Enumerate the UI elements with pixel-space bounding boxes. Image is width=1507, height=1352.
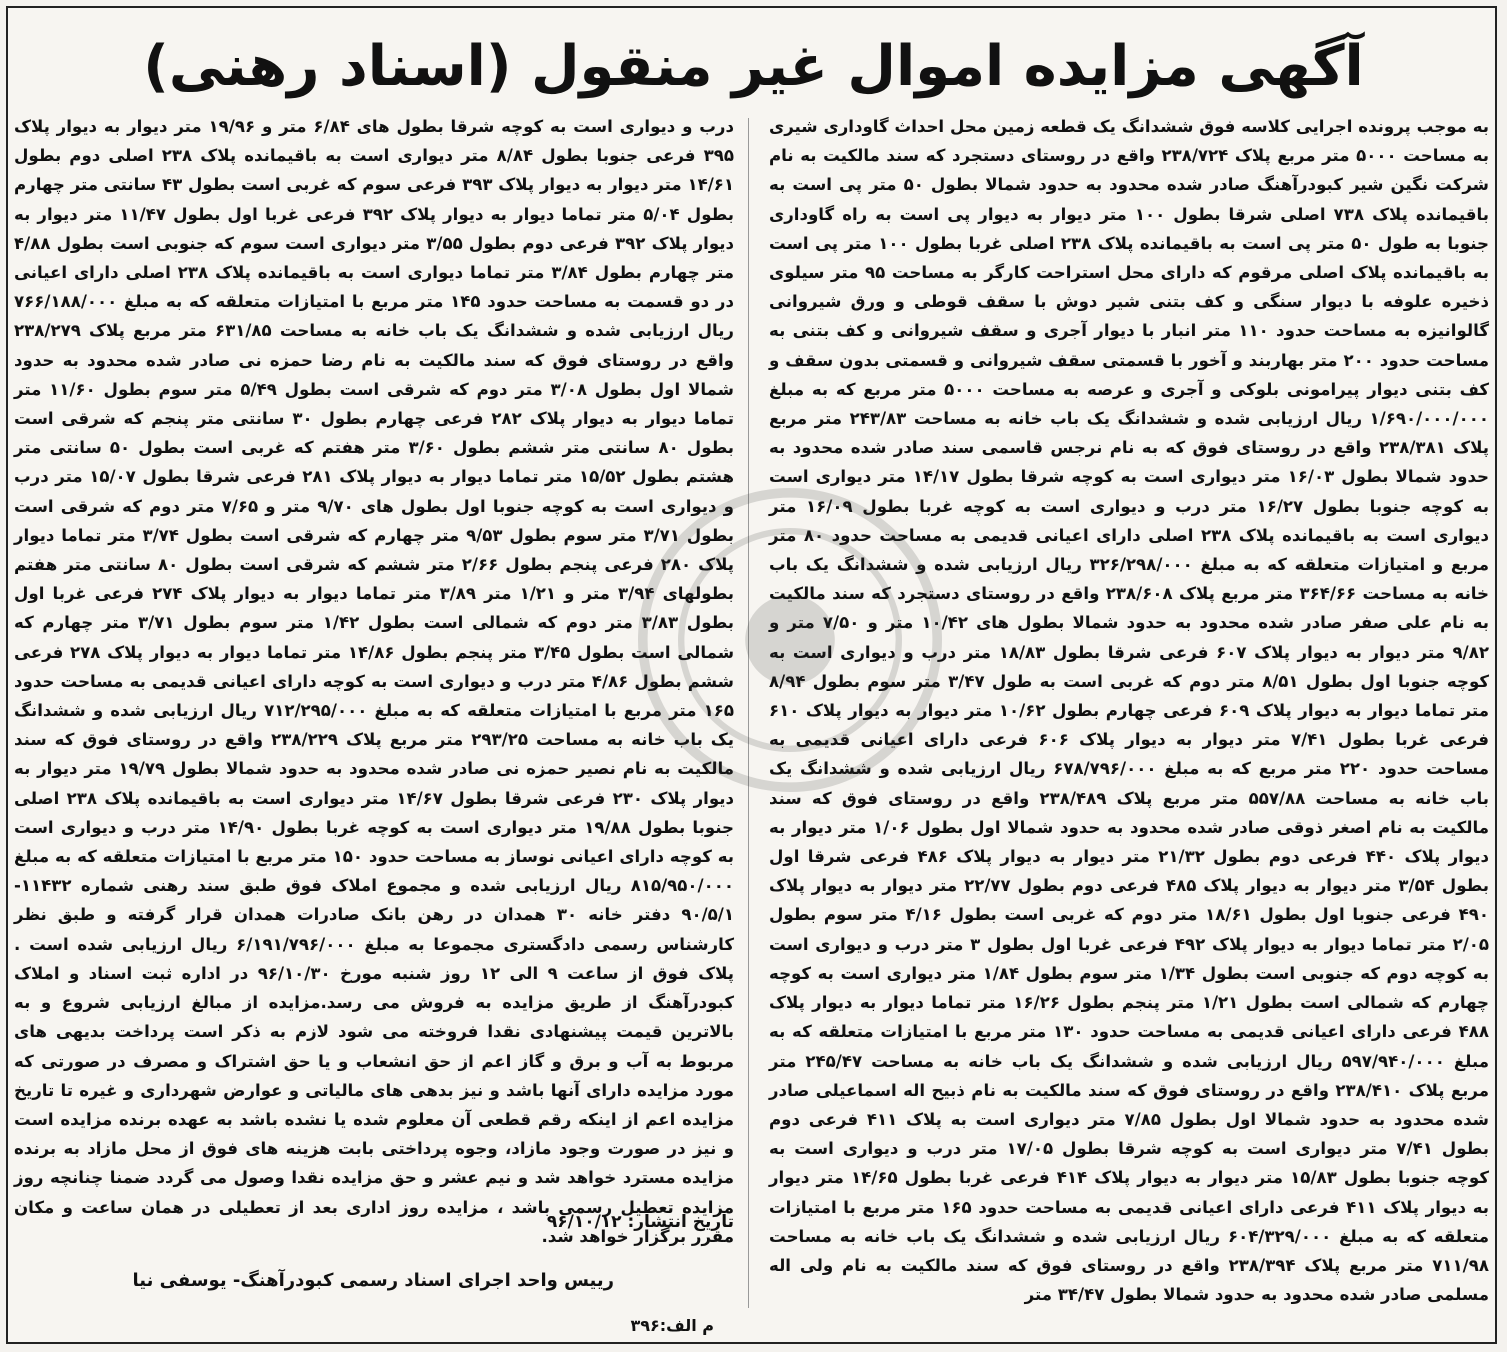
signature-line: رییس واحد اجرای اسناد رسمی کبودرآهنگ- یوسفی نیا (132, 1270, 614, 1291)
notice-title: آگهی مزایده اموال غیر منقول (اسناد رهنی) (143, 34, 1364, 99)
column-divider (748, 118, 749, 1308)
publication-date: تاریخ انتشار: ۹۶/۱۰/۱۲ (546, 1212, 734, 1232)
reference-code: م الف:۳۹۶ (630, 1316, 714, 1335)
left-column-text: درب و دیواری است به کوچه شرقا بطول های ۶/۸۴ متر و ۱۹/۹۶ متر دیوار به دیوار پلاک ۳۹۵ فرعی جنوبا بطول ۸/۸۴ متر دیواری است به باقیمانده پلاک ۲۳۸ اصلی دوم بطول ۱۴/۶۱ متر دیوار به دیوار پلاک ۳۹۳ فرعی سوم که غربی است بطول ۴۳ سانتی متر چهارم بطول ۵/۰۴ متر تماما دیوار به دیوار پلاک ۳۹۲ فرعی غربا اول بطول ۱۱/۴۷ متر دیوار به دیوار پلاک ۳۹۲ فرعی دوم بطول ۳/۵۵ متر دیواری است سوم که جنوبی است بطول ۴/۸۸ متر چهارم بطول ۳/۸۴ متر تماما دیواری است به باقیمانده پلاک ۲۳۸ اصلی دارای اعیانی در دو قسمت به مساحت حدود ۱۴۵ متر مربع با امتیازات متعلقه که به مبلغ ۷۶۶/۱۸۸/۰۰۰ ریال ارزیابی شده و ششدانگ یک باب خانه به مساحت ۶۳۱/۸۵ متر مربع پلاک ۲۳۸/۲۷۹ واقع در روستای فوق که سند مالکیت به نام رضا حمزه نی صادر شده محدود به حدود شمالا اول بطول ۳/۰۸ متر دوم که شرقی است بطول ۵/۴۹ متر سوم بطول ۱۱/۶۰ متر تماما دیوار به دیوار پلاک ۲۸۲ فرعی چهارم بطول ۳۰ سانتی متر پنجم که شرقی است بطول ۸۰ سانتی متر ششم بطول ۳/۶۰ متر هفتم که غربی است بطول ۵۰ سانتی متر هشتم بطول ۱۵/۵۲ متر تماما دیوار به دیوار پلاک ۲۸۱ فرعی شرقا بطول ۱۵/۰۷ متر درب و دیواری است به کوچه جنوبا اول بطول های ۹/۷۰ متر و ۷/۶۵ متر دوم که شرقی است بطول ۳/۷۱ متر سوم بطول ۹/۵۳ متر چهارم که شرقی است بطول ۳/۷۴ متر تماما دیوار پلاک ۲۸۰ فرعی پنجم بطول ۲/۶۶ متر ششم که شرقی است بطول ۸۰ سانتی متر هفتم بطولهای ۳/۹۴ متر و ۱/۲۱ متر ۳/۸۹ متر تماما دیوار به دیوار پلاک ۲۷۴ فرعی غربا اول بطول ۳/۸۳ متر دوم که شمالی است بطول ۱/۴۲ متر سوم بطول ۳/۷۱ متر چهارم که شمالی است بطول ۳/۴۵ متر پنجم بطول ۱۴/۸۶ متر تماما دیوار به دیوار پلاک ۲۷۸ فرعی ششم بطول ۴/۸۶ متر درب و دیواری است به کوچه دارای اعیانی قدیمی به مساحت حدود ۱۶۵ متر مربع با امتیازات متعلقه که به مبلغ ۷۱۲/۲۹۵/۰۰۰ ریال ارزیابی شده و ششدانگ یک باب خانه به مساحت ۲۹۳/۲۵ متر مربع پلاک ۲۳۸/۲۲۹ واقع در روستای فوق که سند مالکیت به نام نصیر حمزه نی صادر شده محدود به حدود شمالا بطول ۱۹/۷۹ متر دیوار به دیوار پلاک ۲۳۰ فرعی شرقا بطول ۱۴/۶۷ متر دیواری است به باقیمانده پلاک ۲۳۸ اصلی جنوبا بطول ۱۹/۸۸ متر دیواری است به کوچه غربا بطول ۱۴/۹۰ متر درب و دیواری است به کوچه دارای اعیانی نوساز به مساحت حدود ۱۵۰ متر مربع با امتیازات متعلقه که به مبلغ ۸۱۵/۹۵۰/۰۰۰ ریال ارزیابی شده و مجموع املاک فوق طبق سند رهنی شماره ۱۱۴۳۲- ۹۰/۵/۱ دفتر خانه ۳۰ همدان در رهن بانک صادرات همدان قرار گرفته و طبق نظر کارشناس رسمی دادگستری مجموعا به مبلغ ۶/۱۹۱/۷۹۶/۰۰۰ ریال ارزیابی شده است . پلاک فوق از ساعت ۹ الی ۱۲ روز شنبه مورخ ۹۶/۱۰/۳۰ در اداره ثبت اسناد و املاک کبودرآهنگ از طریق مزایده به فروش می رسد.مزایده از مبالغ ارزیابی شروع و به بالاترین قیمت پیشنهادی نقدا فروخته می شود لازم به ذکر است پرداخت بدیهی های مربوط به آب و برق و گاز اعم از حق انشعاب و یا حق اشتراک و مصرف در صورتی که مورد مزایده دارای آنها باشد و نیز بدهی های مالیاتی و عوارض شهرداری و غیره تا تاریخ مزایده اعم از اینکه رقم قطعی آن معلوم شده یا نشده باشد به عهده برنده مزایده است و نیز در صورت وجود مازاد، وجوه پرداختی بابت هزینه های فوق از محل مازاد به برنده مزایده مسترد خواهد شد و نیم عشر و حق مزایده نقدا وصول می گردد ضمنا چنانچه روز مزایده تعطیل رسمی باشد ، مزایده روز اداری بعد از تعطیلی در همان ساعت و مکان مقرر برگزار خواهد شد. (14, 117, 735, 1246)
right-column-text: به موجب پرونده اجرایی کلاسه فوق ششدانگ یک قطعه زمین محل احداث گاوداری شیری به مساحت ۵۰۰۰ متر مربع پلاک ۲۳۸/۷۲۴ واقع در روستای دستجرد که سند مالکیت به نام شرکت نگین شیر کبودرآهنگ صادر شده محدود به حدود شمالا بطول ۵۰ متر پی است به باقیمانده پلاک ۷۳۸ اصلی شرقا بطول ۱۰۰ متر دیوار به دیوار پی است به راه گاوداری جنوبا به طول ۵۰ متر پی است به باقیمانده پلاک ۲۳۸ اصلی غربا بطول ۱۰۰ متر پی است به باقیمانده پلاک اصلی مرقوم که دارای محل استراحت کارگر به مساحت ۹۵ متر سیلوی ذخیره علوفه با دیوار سنگی و کف بتنی شیر دوش با سقف قوطی و ورق شیروانی گالوانیزه به مساحت حدود ۱۱۰ متر انبار با دیوار آجری و سقف شیروانی و کف بتنی به مساحت حدود ۲۰۰ متر بهاربند و آخور با قسمتی سقف شیروانی و قسمتی بدون سقف و کف بتنی دیوار پیرامونی بلوکی و آجری و عرصه به مساحت ۵۰۰۰ متر مربع که به مبلغ ۱/۶۹۰/۰۰۰/۰۰۰ ریال ارزیابی شده و ششدانگ یک باب خانه به مساحت ۲۴۳/۸۳ متر مربع پلاک ۲۳۸/۳۸۱ واقع در روستای فوق که به نام نرجس قاسمی سند صادر شده محدود به حدود شمالا بطول ۱۶/۰۳ متر دیواری است به کوچه شرقا بطول ۱۴/۱۷ متر دیواری است به کوچه جنوبا بطول ۱۶/۲۷ متر درب و دیواری است به کوچه غربا بطول ۱۶/۰۹ متر دیواری است به باقیمانده پلاک ۲۳۸ اصلی دارای اعیانی قدیمی به مساحت حدود ۸۰ متر مربع و امتیازات متعلقه که به مبلغ ۳۲۶/۲۹۸/۰۰۰ ریال ارزیابی شده و ششدانگ یک باب خانه به مساحت ۳۶۴/۶۶ متر مربع پلاک ۲۳۸/۶۰۸ واقع در روستای دستجرد که سند مالکیت به نام علی صفر صادر شده محدود به حدود شمالا بطول های ۱۰/۴۲ متر و ۷/۵۰ متر و ۹/۸۲ متر دیوار به دیوار پلاک ۶۰۷ فرعی شرقا بطول ۱۸/۸۳ متر درب و دیواری است به کوچه جنوبا اول بطول ۸/۵۱ متر دوم که غربی است به طول ۳/۴۷ متر سوم بطول ۸/۹۴ متر تماما دیوار به دیوار پلاک ۶۰۹ فرعی چهارم بطول ۱۰/۶۲ متر دیوار به دیوار پلاک ۶۱۰ فرعی غربا بطول ۷/۴۱ متر دیوار به دیوار پلاک ۶۰۶ فرعی دارای اعیانی قدیمی به مساحت حدود ۲۲۰ متر مربع که به مبلغ ۶۷۸/۷۹۶/۰۰۰ ریال ارزیابی شده و ششدانگ یک باب خانه به مساحت ۵۵۷/۸۸ متر مربع پلاک ۲۳۸/۴۸۹ واقع در روستای فوق که سند مالکیت به نام اصغر ذوقی صادر شده محدود به حدود شمالا اول بطول ۱/۰۶ متر دیوار به دیوار پلاک ۴۴۰ فرعی دوم بطول ۲۱/۳۲ متر دیوار به دیوار پلاک ۴۸۶ فرعی شرقا اول بطول ۳/۵۴ متر دیوار به دیوار پلاک ۴۸۵ فرعی دوم بطول ۲۲/۷۷ متر دیوار به دیوار پلاک ۴۹۰ فرعی جنوبا اول بطول ۱۸/۶۱ متر دوم که غربی است بطول ۴/۱۶ متر سوم بطول ۲/۰۵ متر تماما دیوار به دیوار پلاک ۴۹۲ فرعی غربا اول بطول ۳ متر درب و دیواری است به کوچه دوم که جنوبی است بطول ۱/۳۴ متر سوم بطول ۱/۸۴ متر دیواری است به کوچه چهارم که شمالی است بطول ۱/۲۱ متر پنجم بطول ۱۶/۲۶ متر تماما دیوار به دیوار پلاک ۴۸۸ فرعی دارای اعیانی قدیمی به مساحت حدود ۱۳۰ متر مربع با امتیازات متعلقه که به مبلغ ۵۹۷/۹۴۰/۰۰۰ ریال ارزیابی شده و ششدانگ یک باب خانه به مساحت ۲۴۵/۴۷ متر مربع پلاک ۲۳۸/۴۱۰ واقع در روستای فوق که سند مالکیت به نام ذبیح اله اسماعیلی صادر شده محدود به حدود شمالا اول بطول ۷/۸۵ متر دیواری است به پلاک ۴۱۱ فرعی دوم بطول ۷/۴۱ متر دیواری است به کوچه شرقا بطول ۱۷/۰۵ متر درب و دیواری است به کوچه جنوبا بطول ۱۵/۸۳ متر دیوار به دیوار پلاک ۴۱۴ فرعی غربا بطول ۱۴/۶۵ متر دیوار به دیوار پلاک ۴۱۱ فرعی دارای اعیانی قدیمی به مساحت حدود ۱۶۵ متر مربع با امتیازات متعلقه که به مبلغ ۶۰۴/۳۲۹/۰۰۰ ریال ارزیابی شده و ششدانگ یک باب خانه به مساحت ۷۱۱/۹۸ متر مربع پلاک ۲۳۸/۳۹۴ واقع در روستای فوق که سند مالکیت به نام ولی اله مسلمی صادر شده محدود به حدود شمالا بطول ۳۴/۴۷ متر (769, 117, 1490, 1305)
